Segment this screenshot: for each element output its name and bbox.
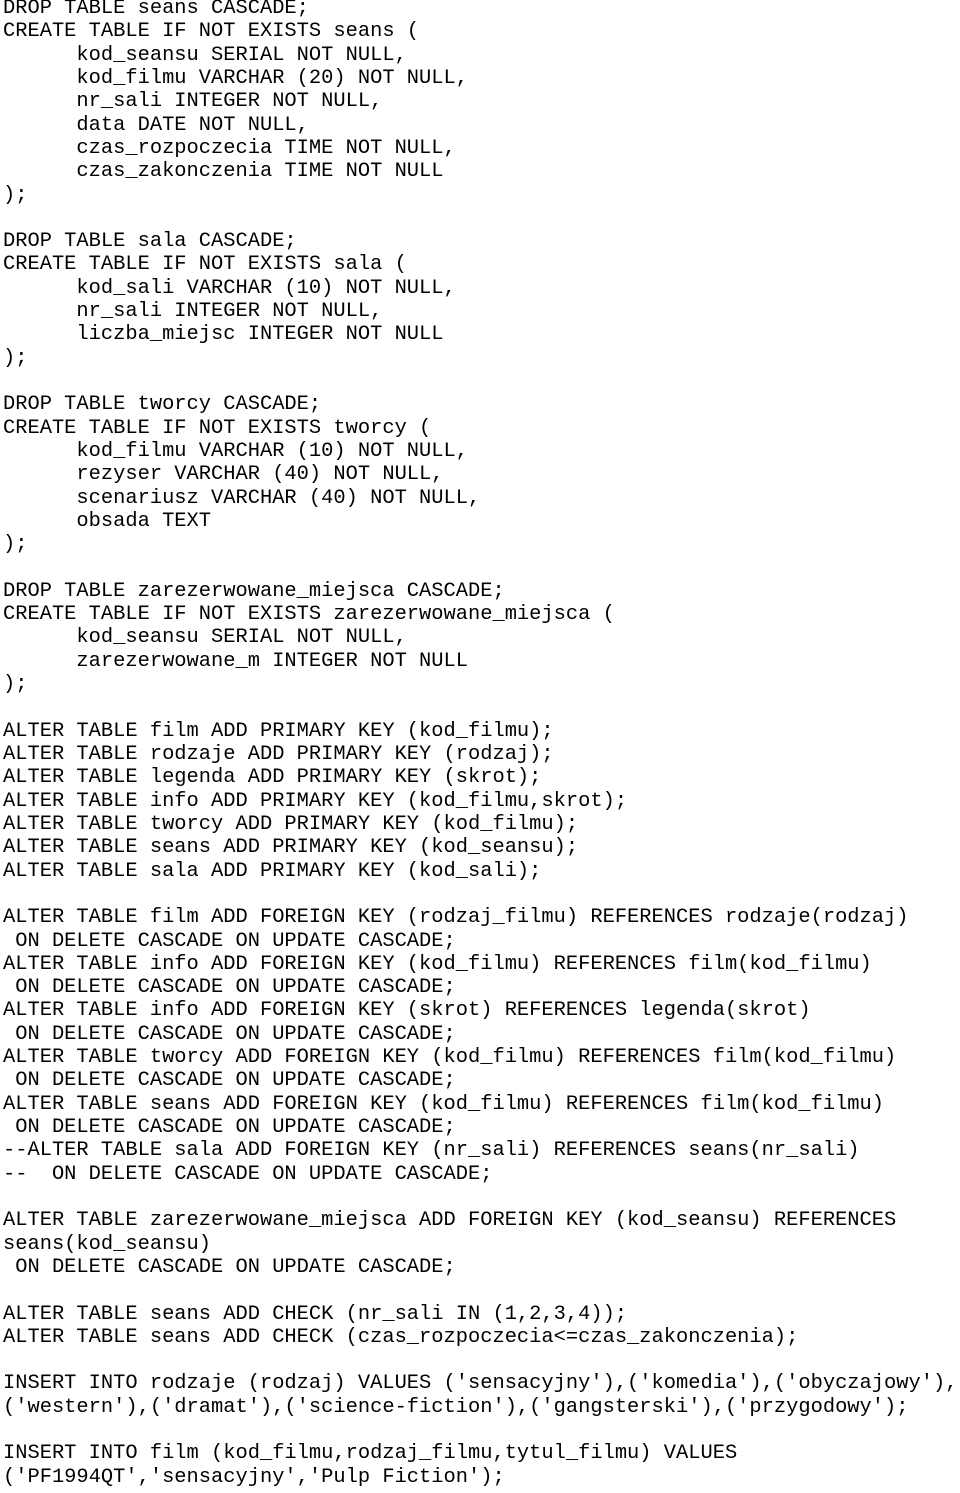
code-line: CREATE TABLE IF NOT EXISTS seans (	[3, 20, 420, 44]
code-line: czas_rozpoczecia TIME NOT NULL,	[3, 136, 456, 160]
code-line: CREATE TABLE IF NOT EXISTS zarezerwowane_miejsca (	[3, 603, 615, 627]
code-line: ON DELETE CASCADE ON UPDATE CASCADE;	[3, 1069, 456, 1093]
code-line: ALTER TABLE info ADD FOREIGN KEY (kod_filmu) REFERENCES film(kod_filmu)	[3, 952, 872, 976]
code-line: kod_seansu SERIAL NOT NULL,	[3, 626, 407, 650]
code-line: ALTER TABLE film ADD PRIMARY KEY (kod_filmu);	[3, 719, 554, 743]
code-line	[3, 1186, 958, 1209]
code-line: nr_sali INTEGER NOT NULL,	[3, 90, 383, 114]
code-line: kod_sali VARCHAR (10) NOT NULL,	[3, 276, 456, 300]
code-line: ON DELETE CASCADE ON UPDATE CASCADE;	[3, 1022, 456, 1046]
code-line: scenariusz VARCHAR (40) NOT NULL,	[3, 486, 481, 510]
code-line: data DATE NOT NULL,	[3, 113, 309, 137]
code-line	[3, 1419, 958, 1442]
code-line: ALTER TABLE sala ADD PRIMARY KEY (kod_sali);	[3, 859, 542, 883]
code-line: ALTER TABLE seans ADD CHECK (nr_sali IN (1,2,3,4));	[3, 1302, 628, 1326]
code-line: -- ON DELETE CASCADE ON UPDATE CASCADE;	[3, 1162, 493, 1186]
code-line: ALTER TABLE tworcy ADD PRIMARY KEY (kod_filmu);	[3, 812, 579, 836]
code-line: ALTER TABLE tworcy ADD FOREIGN KEY (kod_filmu) REFERENCES film(kod_filmu)	[3, 1046, 897, 1070]
code-line: kod_filmu VARCHAR (10) NOT NULL,	[3, 439, 468, 463]
code-line: ('PF1994QT','sensacyjny','Pulp Fiction');	[3, 1465, 505, 1489]
code-line	[3, 883, 958, 906]
code-line	[3, 370, 958, 393]
code-line: DROP TABLE tworcy CASCADE;	[3, 393, 322, 417]
code-line: CREATE TABLE IF NOT EXISTS tworcy (	[3, 416, 432, 440]
code-line: ALTER TABLE seans ADD CHECK (czas_rozpoczecia<=czas_zakonczenia);	[3, 1325, 799, 1349]
code-line: ALTER TABLE legenda ADD PRIMARY KEY (skrot);	[3, 766, 542, 790]
code-line	[3, 696, 958, 719]
sql-code-listing	[3, 0, 958, 1489]
code-line: ON DELETE CASCADE ON UPDATE CASCADE;	[3, 1116, 456, 1139]
code-line: ON DELETE CASCADE ON UPDATE CASCADE;	[3, 976, 456, 1000]
code-line: zarezerwowane_m INTEGER NOT NULL	[3, 649, 468, 673]
code-line: obsada TEXT	[3, 509, 212, 533]
code-line: czas_zakonczenia TIME NOT NULL	[3, 160, 444, 184]
code-line: DROP TABLE zarezerwowane_miejsca CASCADE;	[3, 579, 505, 603]
code-line: INSERT INTO film (kod_filmu,rodzaj_filmu,tytul_filmu) VALUES	[3, 1442, 738, 1466]
code-line: ('western'),('dramat'),('science-fiction'),('gangsterski'),('przygodowy');	[3, 1395, 909, 1419]
code-line: liczba_miejsc INTEGER NOT NULL	[3, 323, 444, 347]
code-line	[3, 207, 958, 230]
code-line: ALTER TABLE seans ADD PRIMARY KEY (kod_seansu);	[3, 836, 579, 860]
code-line: ALTER TABLE info ADD FOREIGN KEY (skrot) REFERENCES legenda(skrot)	[3, 999, 811, 1023]
code-line: DROP TABLE seans CASCADE;	[3, 0, 309, 20]
code-line: nr_sali INTEGER NOT NULL,	[3, 300, 383, 324]
code-line: --ALTER TABLE sala ADD FOREIGN KEY (nr_sali) REFERENCES seans(nr_sali)	[3, 1139, 860, 1163]
code-line: ALTER TABLE rodzaje ADD PRIMARY KEY (rodzaj);	[3, 743, 554, 766]
code-line: );	[3, 346, 28, 370]
code-line: );	[3, 183, 28, 207]
code-line: seans(kod_seansu)	[3, 1232, 212, 1256]
code-line: CREATE TABLE IF NOT EXISTS sala (	[3, 253, 407, 277]
code-line: ON DELETE CASCADE ON UPDATE CASCADE;	[3, 1255, 456, 1279]
code-line: rezyser VARCHAR (40) NOT NULL,	[3, 463, 444, 487]
code-line	[3, 557, 958, 580]
code-line: kod_seansu SERIAL NOT NULL,	[3, 43, 407, 67]
code-line: ALTER TABLE info ADD PRIMARY KEY (kod_filmu,skrot);	[3, 789, 628, 813]
code-line: ON DELETE CASCADE ON UPDATE CASCADE;	[3, 929, 456, 953]
code-line: INSERT INTO rodzaje (rodzaj) VALUES ('sensacyjny'),('komedia'),('obyczajowy'),	[3, 1372, 958, 1396]
code-line	[3, 1349, 958, 1372]
code-line: );	[3, 533, 28, 557]
code-line: );	[3, 673, 28, 697]
code-line: DROP TABLE sala CASCADE;	[3, 230, 297, 254]
code-line: kod_filmu VARCHAR (20) NOT NULL,	[3, 66, 468, 90]
code-line	[3, 1279, 958, 1302]
code-line: ALTER TABLE seans ADD FOREIGN KEY (kod_filmu) REFERENCES film(kod_filmu)	[3, 1092, 885, 1116]
code-line: ALTER TABLE zarezerwowane_miejsca ADD FOREIGN KEY (kod_seansu) REFERENCES	[3, 1209, 897, 1233]
code-line: ALTER TABLE film ADD FOREIGN KEY (rodzaj_filmu) REFERENCES rodzaje(rodzaj)	[3, 906, 909, 930]
